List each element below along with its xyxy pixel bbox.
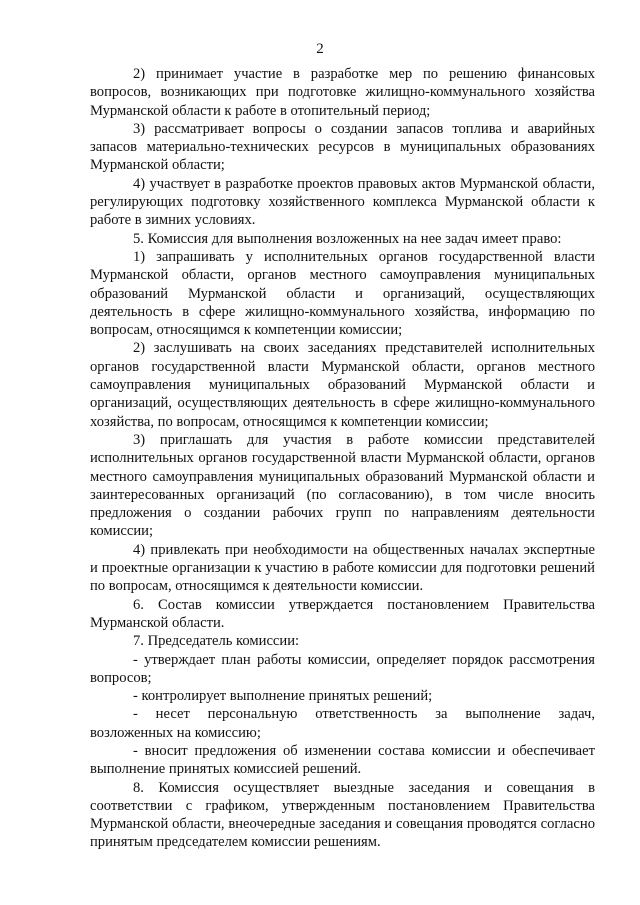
paragraph-chairman-responsibility: - несет персональную ответственность за выполнение задач, возложенных на комиссию; (90, 706, 595, 741)
paragraph-section-7-chairman: 7. Председатель комиссии: (133, 633, 300, 650)
paragraph-right-1-request-info: 1) запрашивать у исполнительных органов государственной власти Мурманской области, органов местного самоуправления муниципальных образований Мурманской области и организаций, осуществляющих деятельность в сфере жилищно-коммунального хозяйства, информацию по вопросам, относящимся к компетенции комиссии; (90, 248, 595, 339)
paragraph-right-4-engage-experts: 4) привлекать при необходимости на общественных началах экспертные и проектные организации к участию в работе комиссии для подготовки решений по вопросам, относящимся к деятельности комиссии. (90, 541, 595, 595)
paragraph-chairman-proposals: - вносит предложения об изменении состава комиссии и обеспечивает выполнение принятых комиссией решений. (90, 742, 595, 778)
paragraph-section-5-rights: 5. Комиссия для выполнения возложенных на нее задач имеет право: (133, 230, 562, 247)
paragraph-right-2-hear-representatives: 2) заслушивать на своих заседаниях представителей исполнительных органов государственной власти Мурманской области, органов местного самоуправления муниципальных образований Мурманской области и организаций, осуществляющих деятельность в сфере жилищно-коммунального хозяйства, по вопросам, относящимся к компетенции комиссии; (90, 340, 595, 430)
paragraph-section-6-composition: 6. Состав комиссии утверждается постановлением Правительства Мурманской области. (90, 596, 595, 631)
paragraph-chairman-approves-plan: - утверждает план работы комиссии, определяет порядок рассмотрения вопросов; (90, 651, 595, 686)
paragraph-chairman-controls: - контролирует выполнение принятых решений; (133, 688, 433, 705)
paragraph-item-3-fuel-reserves: 3) рассматривает вопросы о создании запасов топлива и аварийных запасов материально-технических ресурсов в муниципальных образованиях Мурманской области; (90, 120, 595, 174)
page-number: 2 (316, 41, 324, 57)
paragraph-section-8-meetings: 8. Комиссия осуществляет выездные заседания и совещания в соответствии с графиком, утвержденным постановлением Правительства Мурманской области, внеочередные заседания и совещания проводятся согласно принятым председателем комиссии решениям. (90, 779, 595, 851)
paragraph-item-4-legal-acts: 4) участвует в разработке проектов правовых актов Мурманской области, регулирующих подготовку хозяйственного комплекса Мурманской области к работе в зимних условиях. (90, 175, 595, 229)
document-body (90, 65, 595, 852)
paragraph-right-3-invite-representatives: 3) приглашать для участия в работе комиссии представителей исполнительных органов государственной власти Мурманской области, органов местного самоуправления муниципальных образований Мурманской области и заинтересованных организаций (по согласованию), в том числе вносить предложения о создании рабочих групп по направлениям деятельности комиссии; (90, 431, 595, 540)
paragraph-item-2-financial-measures: 2) принимает участие в разработке мер по решению финансовых вопросов, возникающих при подготовке жилищно-коммунального хозяйства Мурманской области к работе в отопительный период; (90, 66, 595, 119)
